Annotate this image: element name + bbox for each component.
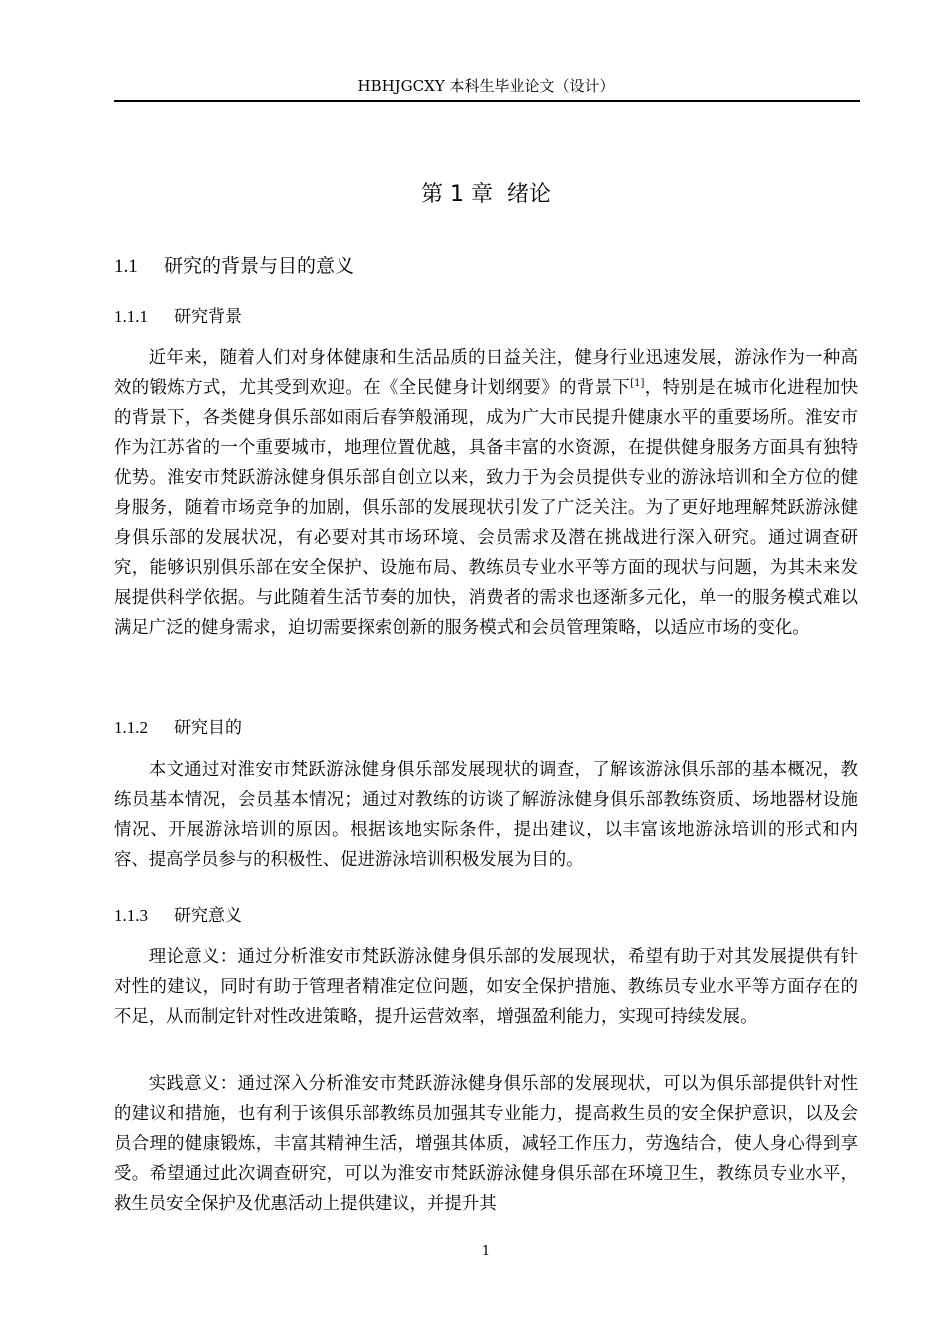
chapter-name: 绪论 [506,182,551,207]
section-title: 研究的背景与目的意义 [164,255,355,277]
subsection-title: 研究背景 [174,307,242,327]
chapter-title [114,179,858,211]
section-number: 1.1 [114,256,138,277]
paragraph-text: ，特别是在城市化进程加快的背景下，各类健身俱乐部如雨后春笋般涌现，成为广大市民提升健康水平的重要场所。淮安市作为江苏省的一个重要城市，地理位置优越，具备丰富的水资源，在提供健身服务方面具有独特优势。淮安市梵跃游泳健身俱乐部自创立以来，致力于为会员提供专业的游泳培训和全方位的健身服务，随着市场竞争的加剧，俱乐部的发展现状引发了广泛关注。为了更好地理解梵跃游泳健身俱乐部的发展状况，有必要对其市场环境、会员需求及潜在挑战进行深入研究。通过调查研究，能够识别俱乐部在安全保护、设施布局、教练员专业水平等方面的现状与问题，为其未来发展提供科学依据。与此随着生活节奏的加快，消费者的需求也逐渐多元化，单一的服务模式难以满足广泛的健身需求，迫切需要探索创新的服务模式和会员管理策略，以适应市场的变化。 [114,378,858,638]
paragraph-research-background [114,343,858,643]
subsection-heading-1-1-2 [114,715,242,741]
subsection-title: 研究意义 [174,906,242,926]
page-header: HBHJGCXY 本科生毕业论文（设计） [357,77,615,95]
chapter-number: 第 1 章 [421,182,493,207]
page-number: 1 [481,1244,491,1259]
subsection-number: 1.1.3 [114,906,148,925]
subsection-number: 1.1.1 [114,307,148,326]
subsection-heading-1-1-1 [114,304,242,330]
subsection-title: 研究目的 [174,718,242,738]
paragraph-theoretical-significance: 理论意义：通过分析淮安市梵跃游泳健身俱乐部的发展现状，希望有助于对其发展提供有针对性的建议，同时有助于管理者精准定位问题，如安全保护措施、教练员专业水平等方面存在的不足，从而制定针对性改进策略，提升运营效率，增强盈利能力，实现可持续发展。 [114,947,858,1027]
citation-marker: [1] [630,378,645,390]
section-heading-1-1 [114,252,354,281]
paragraph-text: 近年来，随着人们对身体健康和生活品质的日益关注，健身行业迅速发展，游泳作为一种高效的锻炼方式，尤其受到欢迎。在《全民健身计划纲要》的背景下 [114,348,858,398]
subsection-heading-1-1-3 [114,903,242,929]
subsection-number: 1.1.2 [114,718,148,737]
paragraph-practical-significance: 实践意义：通过深入分析淮安市梵跃游泳健身俱乐部的发展现状，可以为俱乐部提供针对性的建议和措施，也有利于该俱乐部教练员加强其专业能力，提高救生员的安全保护意识，以及会员合理的健康锻炼，丰富其精神生活，增强其体质，减轻工作压力，劳逸结合，使人身心得到享受。希望通过此次调查研究，可以为淮安市梵跃游泳健身俱乐部在环境卫生，教练员专业水平，救生员安全保护及优惠活动上提供建议，并提升其 [114,1074,858,1214]
paragraph-research-purpose: 本文通过对淮安市梵跃游泳健身俱乐部发展现状的调查，了解该游泳俱乐部的基本概况，教练员基本情况，会员基本情况；通过对教练的访谈了解游泳健身俱乐部教练资质、场地器材设施情况、开展游泳培训的原因。根据该地实际条件，提出建议，以丰富该地游泳培训的形式和内容、提高学员参与的积极性、促进游泳培训积极发展为目的。 [114,760,858,870]
header-rule [114,100,860,102]
